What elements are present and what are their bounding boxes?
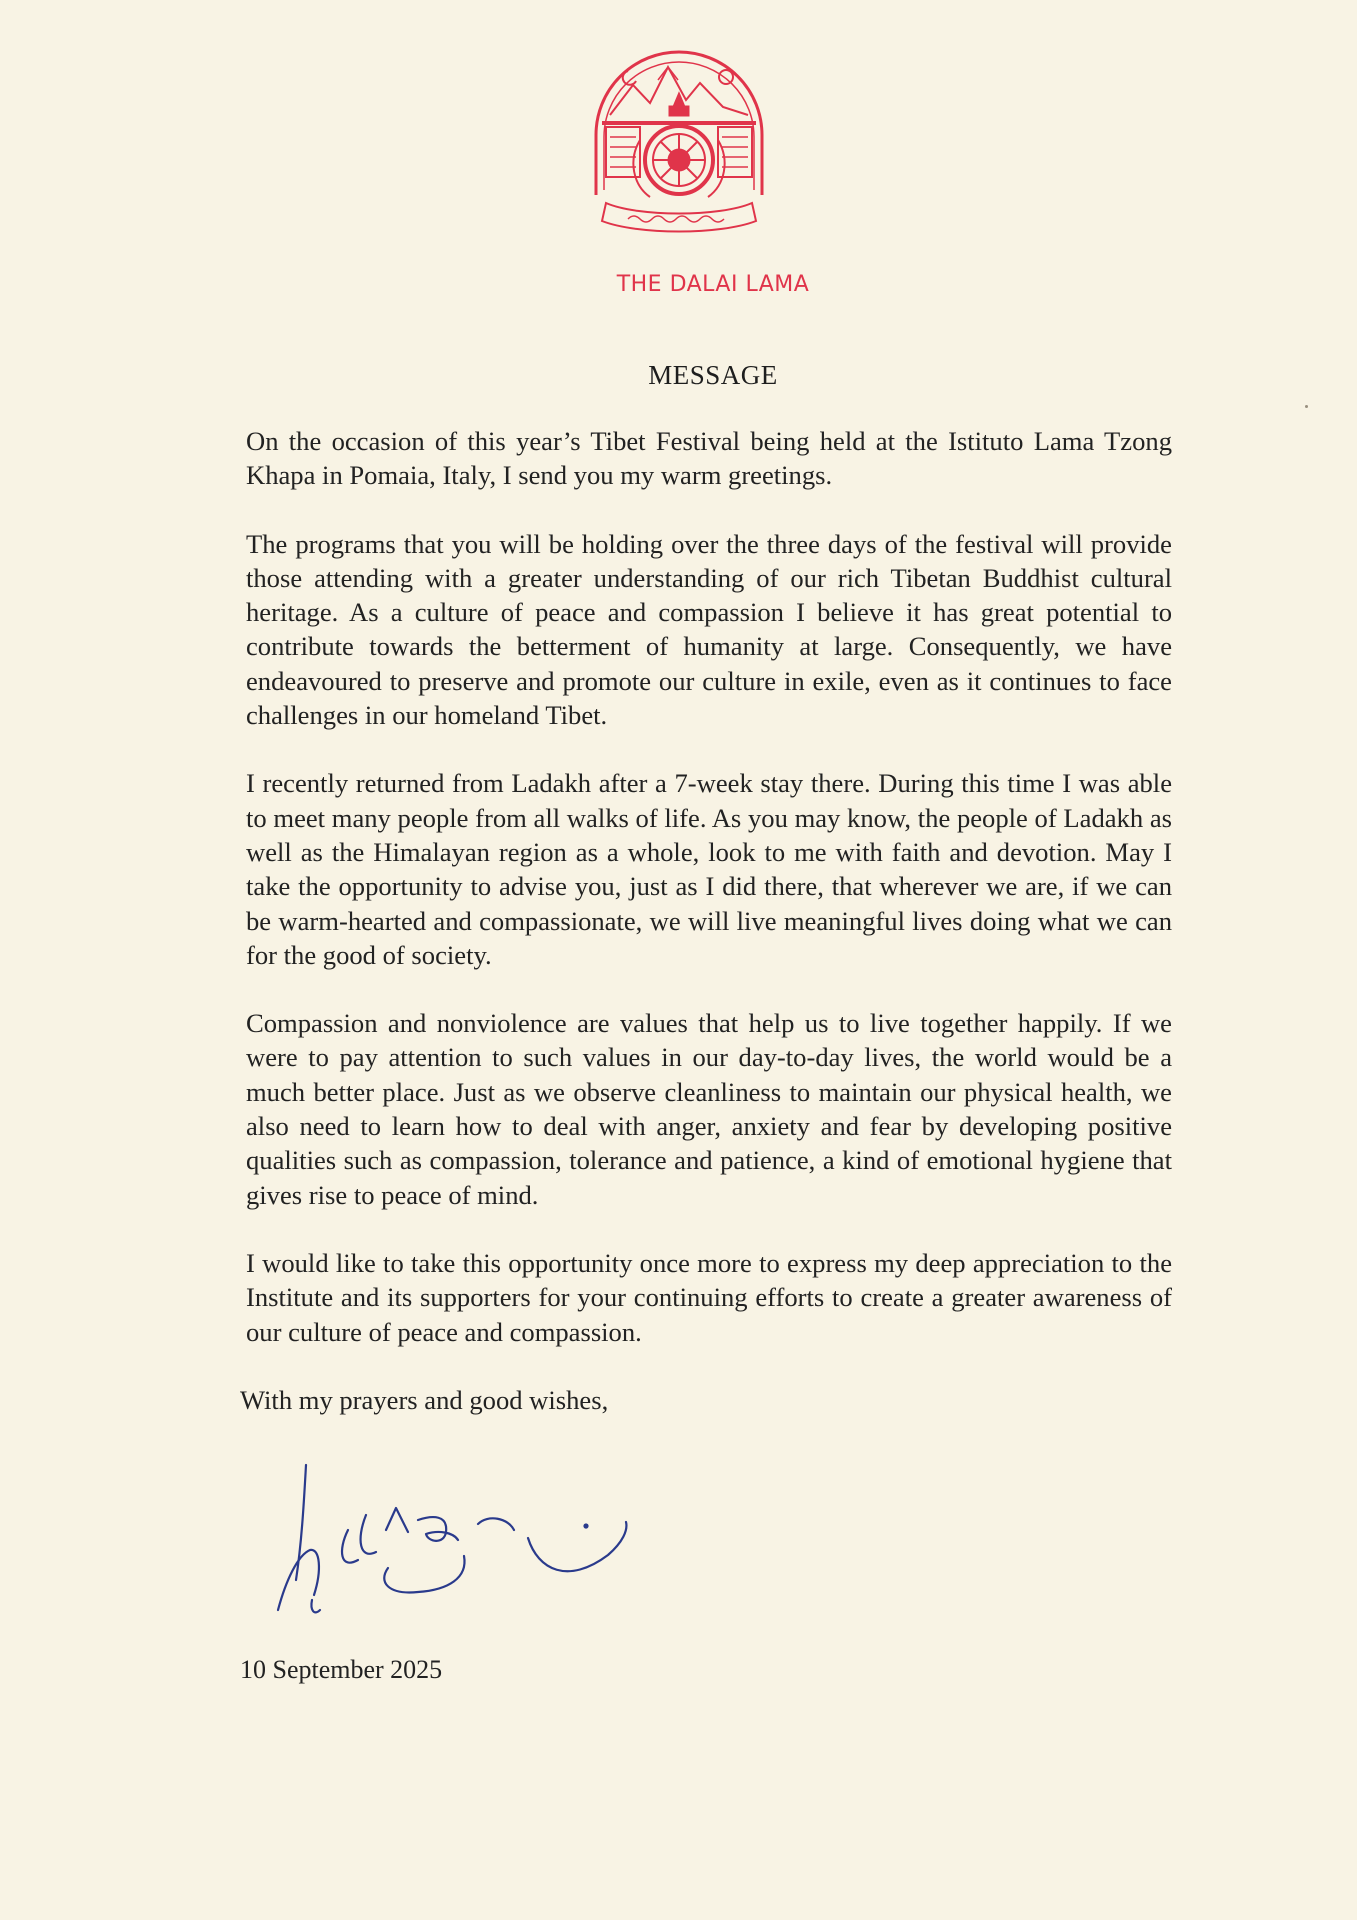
paragraph-5: I would like to take this opportunity once more to express my deep appreciation to the Institute and its supporters for your continuing efforts to create a greater awareness of our culture of peace and compassion. bbox=[246, 1247, 1172, 1347]
paragraph-3: I recently returned from Ladakh after a 7-week stay there. During this time I was able to meet many people from all walks of life. As you may know, the people of Ladakh as well as the Himalayan region as a whole, look to me with faith and devotion. May I take the opportunity to advise you, just as I did there, that wherever we are, if we can be warm-hearted and compassionate, we will live meaningful lives doing what we can for the good of society. bbox=[246, 768, 1172, 970]
paper-speck bbox=[1305, 405, 1308, 408]
letter-date: 10 September 2025 bbox=[240, 1655, 443, 1684]
paragraph-4: Compassion and nonviolence are values that help us to live together happily. If we were to pay attention to such values in our day-to-day lives, the world would be a much better place. Just as we observe cleanliness to maintain our physical health, we also need to learn how to deal with anger, anxiety and fear by developing positive qualities such as compassion, tolerance and patience, a kind of emotional hygiene that gives rise to peace of mind. bbox=[246, 1008, 1172, 1210]
message-body bbox=[246, 424, 1172, 1349]
org-name: THE DALAI LAMA bbox=[616, 272, 810, 297]
dalai-lama-seal-icon bbox=[588, 45, 770, 235]
paragraph-1: On the occasion of this year’s Tibet Festival being held at the Istituto Lama Tzong Khapa in Pomaia, Italy, I send you my warm greetings. bbox=[246, 426, 1172, 491]
signature-icon bbox=[268, 1460, 668, 1620]
message-heading: MESSAGE bbox=[648, 360, 778, 390]
closing-line: With my prayers and good wishes, bbox=[240, 1385, 609, 1415]
paragraph-2: The programs that you will be holding over the three days of the festival will provide those attending with a greater understanding of our rich Tibetan Buddhist cultural heritage. As a culture of peace and compassion I believe it has great potential to contribute towards the betterment of humanity at large. Consequently, we have endeavoured to preserve and promote our culture in exile, even as it continues to face challenges in our homeland Tibet. bbox=[246, 528, 1172, 731]
